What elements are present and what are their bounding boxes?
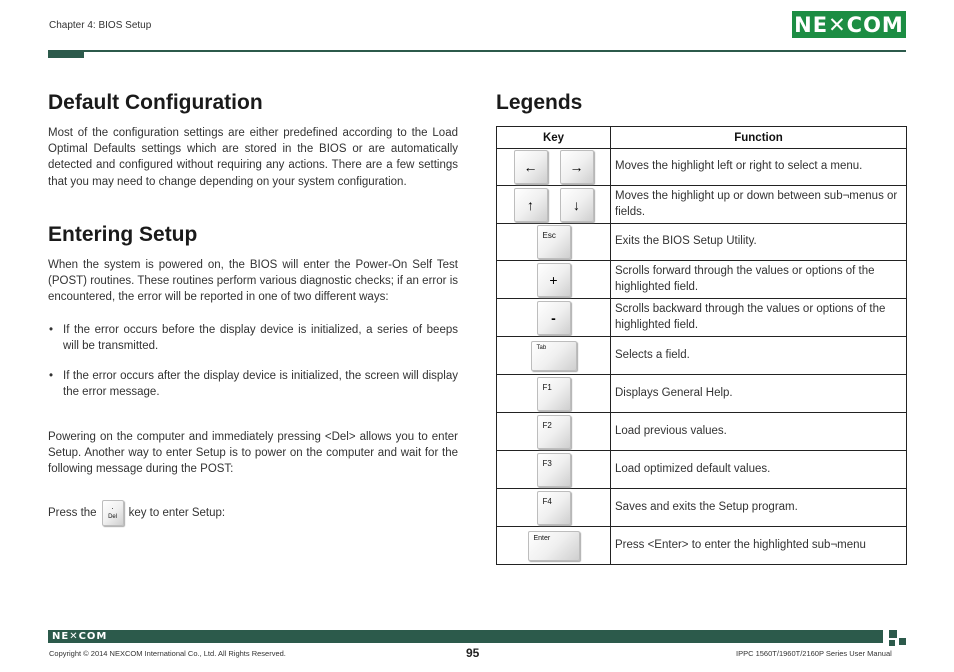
function-cell: Exits the BIOS Setup Utility. [611,224,907,261]
footer-square-icon [889,630,897,638]
minus-key-label: - [551,309,556,326]
footer-nexcom-logo: NE✕COM [52,631,108,642]
key-cell [497,413,611,451]
table-row [497,375,907,413]
key-cell [497,224,611,261]
function-cell: Selects a field. [611,337,907,375]
bullet-text: If the error occurs after the display device is initialized, the screen will display the error message. [63,370,458,399]
key-cell [497,186,611,224]
table-row [497,149,907,186]
header-accent-block [48,50,84,58]
up-arrow-icon: ↑ [527,196,534,213]
down-arrow-key-icon [560,188,594,222]
legends-title: Legends [496,91,583,114]
esc-key-icon [537,225,571,259]
legend-table [496,126,907,565]
key-cell [497,489,611,527]
function-cell: Scrolls backward through the values or options of the highlighted field. [611,299,907,337]
table-row [497,224,907,261]
function-cell: Load previous values. [611,413,907,451]
header-divider [48,50,906,52]
bullet-item [49,322,458,354]
f1-key-icon [537,377,571,411]
function-cell: Saves and exits the Setup program. [611,489,907,527]
key-cell [497,299,611,337]
f4-key-icon [537,491,571,525]
enter-key-label: Enter [533,534,551,542]
bullet-dot: • [49,324,54,336]
table-row [497,451,907,489]
footer-bar [48,630,883,643]
page-number: 95 [466,646,480,660]
footer-square-icon [899,638,906,645]
left-arrow-icon: ← [523,159,538,175]
down-arrow-icon: ↓ [573,196,580,213]
key-cell [497,149,611,186]
entering-setup-title: Entering Setup [48,223,198,246]
entering-setup-body: When the system is powered on, the BIOS will enter the Power-On Self Test (POST) routines. These routines perform various diagnostic checks; if an error is encountered, the error will be reported in one of two different ways: [48,259,458,304]
esc-key-label: Esc [542,231,556,240]
key-cell [497,527,611,565]
legend-header-row [497,127,907,149]
bullet-text: If the error occurs before the display device is initialized, a series of beeps will be transmitted. [63,324,458,353]
del-key-label: Del [108,514,118,520]
bullet-dot: • [49,370,54,382]
col-function-header: Function [611,127,907,149]
up-arrow-key-icon [514,188,548,222]
plus-key-icon [537,263,571,297]
f3-key-label: F3 [542,458,552,468]
table-row [497,489,907,527]
press-prefix: Press the [48,506,97,519]
f4-key-label: F4 [542,496,552,506]
press-del-line [48,500,348,526]
function-cell: Scrolls forward through the values or options of the highlighted field. [611,261,907,299]
table-row [497,186,907,224]
f2-key-icon [537,415,571,449]
f2-key-label: F2 [542,420,552,430]
press-suffix: key to enter Setup: [128,506,226,519]
key-cell [497,261,611,299]
key-cell [497,337,611,375]
table-row [497,413,907,451]
copyright-text: Copyright © 2014 NEXCOM International Co., Ltd. All Rights Reserved. [49,649,286,658]
table-row [497,261,907,299]
col-key-header: Key [497,127,611,149]
bullet-item [49,368,458,400]
right-arrow-key-icon [560,150,594,184]
entering-setup-para2: Powering on the computer and immediately pressing <Del> allows you to enter Setup. Another way to enter Setup is to power on the computer and wait for the following message during the POST: [48,431,458,476]
manual-title: IPPC 1560T/1960T/2160P Series User Manual [736,649,892,658]
plus-key-label: + [549,271,558,288]
key-cell [497,451,611,489]
tab-key-icon [531,341,577,371]
function-cell: Moves the highlight up or down between sub¬menus or fields. [611,186,907,224]
del-key-icon [102,500,124,526]
minus-key-icon [537,301,571,335]
nexcom-logo: NE✕COM [792,11,906,38]
table-row [497,527,907,565]
table-row [497,299,907,337]
function-cell: Load optimized default values. [611,451,907,489]
table-row [497,337,907,375]
chapter-label: Chapter 4: BIOS Setup [49,20,152,31]
function-cell: Displays General Help. [611,375,907,413]
left-arrow-key-icon [514,150,548,184]
key-cell [497,375,611,413]
right-arrow-icon: → [569,159,584,175]
del-key-top: · [111,504,114,513]
f1-key-label: F1 [542,382,552,392]
f3-key-icon [537,453,571,487]
footer-square-icon [889,640,895,646]
default-config-title: Default Configuration [48,91,263,114]
enter-key-icon [528,531,580,561]
function-cell: Press <Enter> to enter the highlighted sub¬menu [611,527,907,565]
tab-key-label: Tab [536,344,547,351]
function-cell: Moves the highlight left or right to select a menu. [611,149,907,186]
default-config-body: Most of the configuration settings are either predefined according to the Load Optimal Defaults settings which are stored in the BIOS or are automatically detected and configured without requiring any actions. There are a few settings that you may need to change depending on your system configuration. [48,127,458,188]
